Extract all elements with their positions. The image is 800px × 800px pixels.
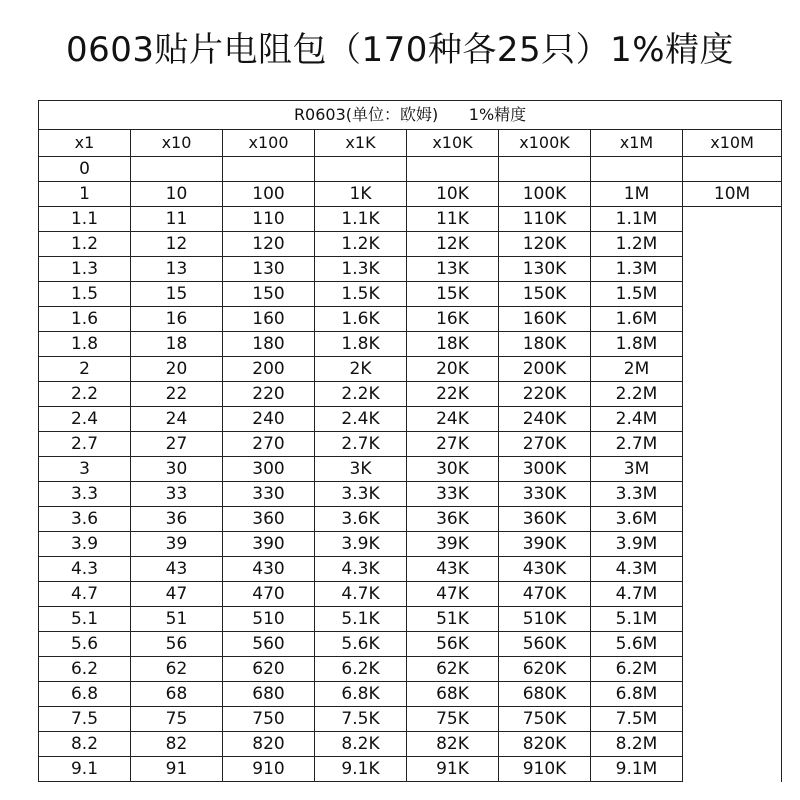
table-row bbox=[39, 557, 782, 582]
table-cell: 2.4 bbox=[39, 407, 131, 432]
table-cell bbox=[683, 607, 782, 632]
table-cell: 1.2 bbox=[39, 232, 131, 257]
table-cell bbox=[223, 157, 315, 182]
table-cell: 5.1K bbox=[315, 607, 407, 632]
table-cell bbox=[683, 257, 782, 282]
table-cell bbox=[683, 657, 782, 682]
table-cell: 2.2K bbox=[315, 382, 407, 407]
table-cell: 620K bbox=[499, 657, 591, 682]
table-cell: 47 bbox=[131, 582, 223, 607]
table-cell: 510K bbox=[499, 607, 591, 632]
table-cell: 130K bbox=[499, 257, 591, 282]
table-cell bbox=[683, 407, 782, 432]
table-cell: 3M bbox=[591, 457, 683, 482]
resistor-value-table bbox=[38, 100, 782, 782]
table-cell: 150 bbox=[223, 282, 315, 307]
table-cell bbox=[683, 457, 782, 482]
table-cell: 62 bbox=[131, 657, 223, 682]
table-cell: 2M bbox=[591, 357, 683, 382]
table-cell: 390K bbox=[499, 532, 591, 557]
table-cell: 56K bbox=[407, 632, 499, 657]
table-cell: 3.3 bbox=[39, 482, 131, 507]
table-cell: 22K bbox=[407, 382, 499, 407]
table-cell: 43K bbox=[407, 557, 499, 582]
table-cell: 12 bbox=[131, 232, 223, 257]
table-cell: 16 bbox=[131, 307, 223, 332]
table-row bbox=[39, 157, 782, 182]
table-cell: 180K bbox=[499, 332, 591, 357]
table-caption: R0603(单位：欧姆) 1%精度 bbox=[39, 101, 782, 130]
table-cell bbox=[407, 157, 499, 182]
table-cell bbox=[683, 282, 782, 307]
table-cell: 6.8M bbox=[591, 682, 683, 707]
table-cell: 30 bbox=[131, 457, 223, 482]
table-cell: 68 bbox=[131, 682, 223, 707]
table-cell: 3.6 bbox=[39, 507, 131, 532]
table-cell: 2 bbox=[39, 357, 131, 382]
table-cell: 3.3K bbox=[315, 482, 407, 507]
table-cell: 27K bbox=[407, 432, 499, 457]
table-cell: 13K bbox=[407, 257, 499, 282]
table-cell: 51K bbox=[407, 607, 499, 632]
table-cell: 9.1M bbox=[591, 757, 683, 782]
table-cell: 6.2M bbox=[591, 657, 683, 682]
table-row bbox=[39, 707, 782, 732]
table-cell: 16K bbox=[407, 307, 499, 332]
table-cell bbox=[683, 307, 782, 332]
table-cell bbox=[131, 157, 223, 182]
table-row bbox=[39, 282, 782, 307]
table-cell: 120K bbox=[499, 232, 591, 257]
table-cell: 220 bbox=[223, 382, 315, 407]
table-cell: 180 bbox=[223, 332, 315, 357]
table-row bbox=[39, 382, 782, 407]
table-cell: 22 bbox=[131, 382, 223, 407]
table-cell: 5.1M bbox=[591, 607, 683, 632]
table-cell: 9.1 bbox=[39, 757, 131, 782]
table-row bbox=[39, 507, 782, 532]
table-cell: 560 bbox=[223, 632, 315, 657]
table-cell: 4.3M bbox=[591, 557, 683, 582]
table-cell bbox=[683, 632, 782, 657]
table-cell: 8.2M bbox=[591, 732, 683, 757]
table-cell: 120 bbox=[223, 232, 315, 257]
table-cell: 1.3M bbox=[591, 257, 683, 282]
table-cell: 33 bbox=[131, 482, 223, 507]
table-cell: 15K bbox=[407, 282, 499, 307]
table-body bbox=[39, 101, 782, 782]
table-cell: 560K bbox=[499, 632, 591, 657]
table-cell: 4.3 bbox=[39, 557, 131, 582]
table-cell: 330 bbox=[223, 482, 315, 507]
table-row bbox=[39, 232, 782, 257]
table-row bbox=[39, 482, 782, 507]
table-row bbox=[39, 407, 782, 432]
table-cell: 7.5M bbox=[591, 707, 683, 732]
table-cell: 1.8 bbox=[39, 332, 131, 357]
column-header: x10K bbox=[407, 130, 499, 157]
table-cell bbox=[315, 157, 407, 182]
table-cell: 0 bbox=[39, 157, 131, 182]
table-row bbox=[39, 182, 782, 207]
table-cell: 51 bbox=[131, 607, 223, 632]
table-cell: 240K bbox=[499, 407, 591, 432]
table-cell: 200 bbox=[223, 357, 315, 382]
table-cell: 11 bbox=[131, 207, 223, 232]
table-cell: 2.2M bbox=[591, 382, 683, 407]
table-cell: 2.7 bbox=[39, 432, 131, 457]
table-cell: 1.3 bbox=[39, 257, 131, 282]
table-cell: 470K bbox=[499, 582, 591, 607]
table-cell bbox=[683, 482, 782, 507]
table-cell: 300 bbox=[223, 457, 315, 482]
table-cell bbox=[683, 507, 782, 532]
table-cell bbox=[683, 382, 782, 407]
table-cell: 100 bbox=[223, 182, 315, 207]
table-cell: 3K bbox=[315, 457, 407, 482]
table-cell: 1.8M bbox=[591, 332, 683, 357]
table-cell: 6.2 bbox=[39, 657, 131, 682]
table-cell: 47K bbox=[407, 582, 499, 607]
table-cell: 680 bbox=[223, 682, 315, 707]
table-cell: 240 bbox=[223, 407, 315, 432]
table-cell: 10 bbox=[131, 182, 223, 207]
table-cell: 2.7M bbox=[591, 432, 683, 457]
table-cell bbox=[683, 732, 782, 757]
table-cell: 110K bbox=[499, 207, 591, 232]
table-row bbox=[39, 357, 782, 382]
table-cell: 20 bbox=[131, 357, 223, 382]
table-cell: 8.2K bbox=[315, 732, 407, 757]
table-cell: 39 bbox=[131, 532, 223, 557]
table-cell: 2.7K bbox=[315, 432, 407, 457]
table-cell bbox=[499, 157, 591, 182]
table-cell: 4.7K bbox=[315, 582, 407, 607]
table-cell: 3.9K bbox=[315, 532, 407, 557]
table-cell: 1M bbox=[591, 182, 683, 207]
table-row bbox=[39, 632, 782, 657]
table-row bbox=[39, 257, 782, 282]
table-cell bbox=[591, 157, 683, 182]
table-cell: 10K bbox=[407, 182, 499, 207]
table-cell: 390 bbox=[223, 532, 315, 557]
table-cell: 1.1 bbox=[39, 207, 131, 232]
column-header: x1M bbox=[591, 130, 683, 157]
table-cell: 270 bbox=[223, 432, 315, 457]
table-row bbox=[39, 432, 782, 457]
table-cell: 5.6M bbox=[591, 632, 683, 657]
table-cell: 1.1M bbox=[591, 207, 683, 232]
table-cell: 910 bbox=[223, 757, 315, 782]
table-row bbox=[39, 607, 782, 632]
table-row bbox=[39, 757, 782, 782]
table-cell bbox=[683, 332, 782, 357]
table-cell: 1.8K bbox=[315, 332, 407, 357]
table-cell: 1.2K bbox=[315, 232, 407, 257]
table-cell: 18K bbox=[407, 332, 499, 357]
table-cell: 20K bbox=[407, 357, 499, 382]
table-cell: 1.5 bbox=[39, 282, 131, 307]
table-cell: 1.3K bbox=[315, 257, 407, 282]
table-cell: 2.2 bbox=[39, 382, 131, 407]
table-cell: 1.6K bbox=[315, 307, 407, 332]
table-cell: 82 bbox=[131, 732, 223, 757]
table-cell: 82K bbox=[407, 732, 499, 757]
page-title: 0603贴片电阻包（170种各25只）1%精度 bbox=[65, 30, 735, 70]
column-header: x10 bbox=[131, 130, 223, 157]
table-cell: 3.9 bbox=[39, 532, 131, 557]
column-header: x100 bbox=[223, 130, 315, 157]
caption-row bbox=[39, 101, 782, 130]
table-cell: 3.3M bbox=[591, 482, 683, 507]
table-cell: 18 bbox=[131, 332, 223, 357]
table-row bbox=[39, 657, 782, 682]
table-cell: 75K bbox=[407, 707, 499, 732]
table-cell: 1 bbox=[39, 182, 131, 207]
table-cell bbox=[683, 557, 782, 582]
table-cell: 220K bbox=[499, 382, 591, 407]
table-row bbox=[39, 332, 782, 357]
table-cell: 27 bbox=[131, 432, 223, 457]
table-cell: 30K bbox=[407, 457, 499, 482]
table-cell: 39K bbox=[407, 532, 499, 557]
table-cell: 91 bbox=[131, 757, 223, 782]
table-cell: 24K bbox=[407, 407, 499, 432]
table-cell: 160K bbox=[499, 307, 591, 332]
table-cell: 10M bbox=[683, 182, 782, 207]
table-cell: 300K bbox=[499, 457, 591, 482]
table-row bbox=[39, 732, 782, 757]
table-cell: 33K bbox=[407, 482, 499, 507]
table-cell bbox=[683, 207, 782, 232]
table-cell: 6.2K bbox=[315, 657, 407, 682]
table-cell bbox=[683, 532, 782, 557]
table-cell: 13 bbox=[131, 257, 223, 282]
column-header: x100K bbox=[499, 130, 591, 157]
table-cell: 360K bbox=[499, 507, 591, 532]
table-cell: 510 bbox=[223, 607, 315, 632]
table-cell: 6.8 bbox=[39, 682, 131, 707]
table-cell: 15 bbox=[131, 282, 223, 307]
table-cell: 36K bbox=[407, 507, 499, 532]
table-row bbox=[39, 682, 782, 707]
table-cell: 270K bbox=[499, 432, 591, 457]
table-cell: 9.1K bbox=[315, 757, 407, 782]
table-cell: 4.7 bbox=[39, 582, 131, 607]
table-cell: 360 bbox=[223, 507, 315, 532]
table-cell: 8.2 bbox=[39, 732, 131, 757]
table-cell: 470 bbox=[223, 582, 315, 607]
table-row bbox=[39, 207, 782, 232]
table-cell: 1.5M bbox=[591, 282, 683, 307]
table-cell bbox=[683, 707, 782, 732]
table-cell: 6.8K bbox=[315, 682, 407, 707]
table-cell: 160 bbox=[223, 307, 315, 332]
table-cell: 3.6M bbox=[591, 507, 683, 532]
column-header: x10M bbox=[683, 130, 782, 157]
table-cell: 330K bbox=[499, 482, 591, 507]
table-cell: 620 bbox=[223, 657, 315, 682]
table-cell: 12K bbox=[407, 232, 499, 257]
table-cell: 75 bbox=[131, 707, 223, 732]
table-cell: 62K bbox=[407, 657, 499, 682]
table-cell: 3.9M bbox=[591, 532, 683, 557]
table-cell: 56 bbox=[131, 632, 223, 657]
table-cell: 3 bbox=[39, 457, 131, 482]
table-cell: 1.2M bbox=[591, 232, 683, 257]
table-cell: 4.3K bbox=[315, 557, 407, 582]
table-row bbox=[39, 457, 782, 482]
table-cell: 5.6K bbox=[315, 632, 407, 657]
table-cell: 7.5K bbox=[315, 707, 407, 732]
table-cell bbox=[683, 432, 782, 457]
table-cell: 1K bbox=[315, 182, 407, 207]
table-cell: 36 bbox=[131, 507, 223, 532]
header-row bbox=[39, 130, 782, 157]
table-cell bbox=[683, 757, 782, 782]
table-cell: 2K bbox=[315, 357, 407, 382]
table-cell bbox=[683, 232, 782, 257]
column-header: x1K bbox=[315, 130, 407, 157]
table-cell: 43 bbox=[131, 557, 223, 582]
table-cell: 2.4M bbox=[591, 407, 683, 432]
table-cell: 3.6K bbox=[315, 507, 407, 532]
table-cell: 2.4K bbox=[315, 407, 407, 432]
table-row bbox=[39, 582, 782, 607]
table-cell: 1.1K bbox=[315, 207, 407, 232]
table-cell: 680K bbox=[499, 682, 591, 707]
table-cell: 150K bbox=[499, 282, 591, 307]
table-cell: 430K bbox=[499, 557, 591, 582]
table-cell: 5.6 bbox=[39, 632, 131, 657]
table-cell: 750 bbox=[223, 707, 315, 732]
table-cell: 5.1 bbox=[39, 607, 131, 632]
table-cell: 910K bbox=[499, 757, 591, 782]
table-cell bbox=[683, 357, 782, 382]
table-cell: 430 bbox=[223, 557, 315, 582]
table-cell bbox=[683, 582, 782, 607]
resistor-value-sheet bbox=[38, 100, 782, 780]
table-cell: 820K bbox=[499, 732, 591, 757]
table-cell: 130 bbox=[223, 257, 315, 282]
table-cell: 110 bbox=[223, 207, 315, 232]
table-cell: 24 bbox=[131, 407, 223, 432]
table-row bbox=[39, 532, 782, 557]
table-cell: 1.5K bbox=[315, 282, 407, 307]
table-cell bbox=[683, 157, 782, 182]
column-header: x1 bbox=[39, 130, 131, 157]
table-cell: 750K bbox=[499, 707, 591, 732]
table-cell: 820 bbox=[223, 732, 315, 757]
table-cell: 4.7M bbox=[591, 582, 683, 607]
table-cell: 68K bbox=[407, 682, 499, 707]
table-cell: 91K bbox=[407, 757, 499, 782]
table-cell: 11K bbox=[407, 207, 499, 232]
table-cell: 200K bbox=[499, 357, 591, 382]
table-cell: 7.5 bbox=[39, 707, 131, 732]
table-cell: 1.6 bbox=[39, 307, 131, 332]
table-cell: 1.6M bbox=[591, 307, 683, 332]
table-row bbox=[39, 307, 782, 332]
table-cell: 100K bbox=[499, 182, 591, 207]
table-cell bbox=[683, 682, 782, 707]
